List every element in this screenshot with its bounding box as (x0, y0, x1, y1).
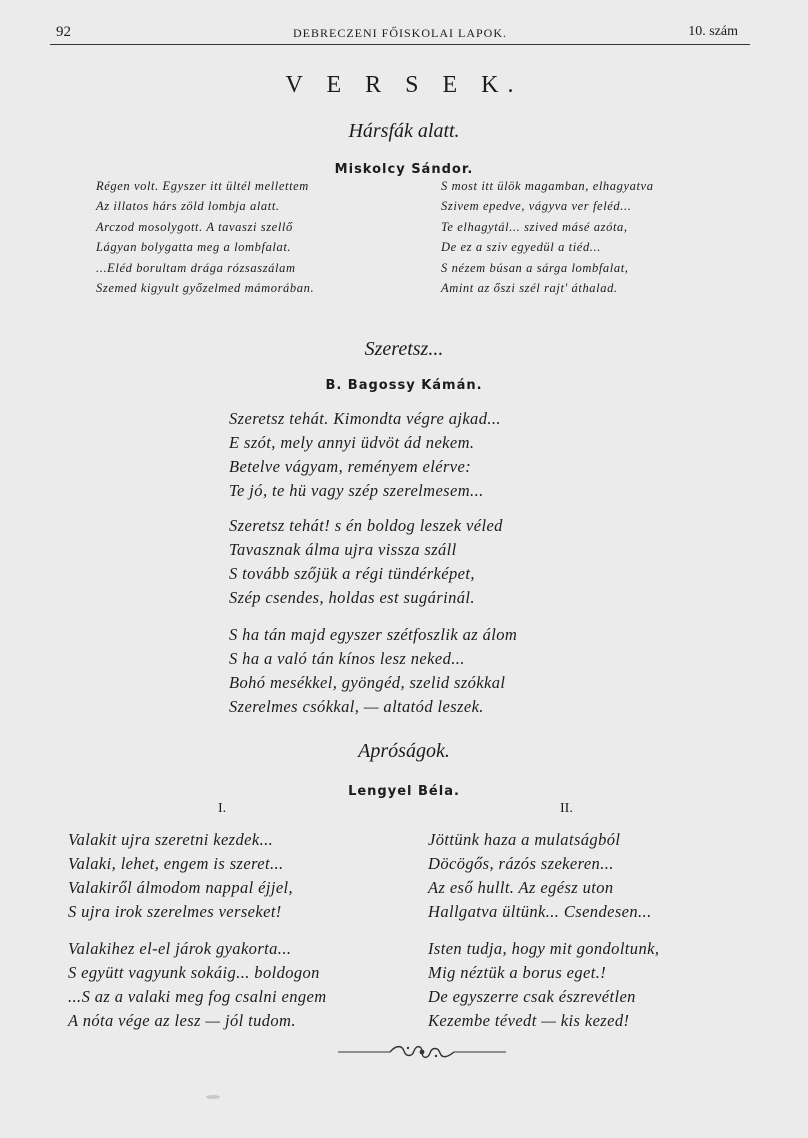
verse-line: Valaki, lehet, engem is szeret... (68, 854, 284, 873)
poem2-stanza-3 (229, 623, 517, 719)
verse-line: Lágyan bolygatta meg a lombfalat. (96, 240, 292, 255)
verse-line: S ujra irok szerelmes verseket! (68, 902, 282, 921)
verse-line: Arczod mosolygott. A tavaszi szellő (96, 219, 293, 234)
poem1-left-stanza (96, 176, 314, 298)
verse-line: Jöttünk haza a mulatságból (428, 830, 621, 849)
verse-line: Döcögős, rázós szekeren... (428, 854, 614, 873)
verse-line: Hallgatva ültünk... Csendesen... (428, 902, 652, 921)
verse-line: S most itt ülök magamban, elhagyatva (441, 179, 654, 193)
part-label-2: II. (560, 801, 573, 816)
running-header (50, 22, 750, 45)
verse-line: ...S az a valaki meg fog csalni engem (68, 987, 327, 1006)
verse-line: De egyszerre csak észrevétlen (428, 987, 636, 1006)
verse-line: Szerelmes csókkal, — altatód leszek. (229, 697, 484, 716)
poem3-part1-stanza-2 (68, 937, 327, 1033)
poem3-author: Lengyel Béla. (348, 784, 460, 799)
page-number: 92 (56, 24, 71, 40)
poem3-title: Apróságok. (358, 740, 450, 762)
verse-line: S ha tán majd egyszer szétfoszlik az álom (229, 625, 518, 644)
verse-line: Az eső hullt. Az egész uton (428, 878, 614, 897)
verse-line: Valakit ujra szeretni kezdek... (68, 830, 274, 849)
verse-line: Tavasznak álma ujra vissza száll (229, 540, 457, 559)
decorative-ornament-icon (338, 1042, 506, 1062)
poem3-part2-stanza-1 (428, 828, 652, 924)
verse-line: Bohó mesékkel, gyöngéd, szelid szókkal (229, 673, 506, 692)
verse-line: S együtt vagyunk sokáig... boldogon (68, 963, 320, 982)
paper-speck (206, 1095, 220, 1099)
verse-line: Valakihez el-el járok gyakorta... (68, 939, 292, 958)
poem1-right-stanza (441, 176, 654, 298)
verse-line: Szemed kigyult győzelmed mámorában. (96, 281, 315, 296)
verse-line: Amint az őszi szél rajt' áthalad. (441, 281, 618, 296)
poem2-author: B. Bagossy Kámán. (325, 378, 483, 393)
verse-line: S tovább szőjük a régi tündérképet, (229, 564, 475, 583)
verse-line: S ha a való tán kínos lesz neked... (229, 649, 465, 668)
verse-line: Te elhagytál... szived másé azóta, (441, 219, 628, 234)
part-label-1: I. (218, 801, 227, 816)
verse-line: Kezembe tévedt — kis kezed! (428, 1011, 630, 1030)
verse-line: Isten tudja, hogy mit gondoltunk, (428, 939, 660, 958)
poem1-author: Miskolcy Sándor. (334, 162, 474, 177)
verse-line: A nóta vége az lesz — jól tudom. (68, 1011, 296, 1030)
poem2-title: Szeretsz... (364, 338, 444, 360)
poem2-stanza-1 (229, 407, 501, 503)
verse-line: De ez a sziv egyedül a tiéd... (441, 240, 601, 255)
poem3-part1-stanza-1 (68, 828, 293, 924)
verse-line: Valakiről álmodom nappal éjjel, (68, 878, 294, 897)
issue-number: 10. szám (688, 24, 738, 39)
verse-line: Régen volt. Egyszer itt ültél mellettem (96, 179, 309, 193)
verse-line: Szivem epedve, vágyva ver feléd... (441, 199, 632, 214)
verse-line: Szeretsz tehát. Kimondta végre ajkad... (229, 409, 501, 428)
verse-line: Betelve vágyam, reményem elérve: (229, 457, 472, 476)
verse-line: Te jó, te hü vagy szép szerelmesem... (229, 481, 484, 500)
verse-line: E szót, mely annyi üdvöt ád nekem. (229, 433, 475, 452)
verse-line: S nézem búsan a sárga lombfalat, (441, 260, 629, 275)
verse-line: Szeretsz tehát! s én boldog leszek véled (229, 516, 503, 535)
poem1-title: Hársfák alatt. (348, 120, 460, 142)
verse-line: Az illatos hárs zöld lombja alatt. (96, 199, 280, 214)
section-title: V E R S E K. (285, 72, 523, 98)
poem2-stanza-2 (229, 514, 503, 610)
verse-line: Szép csendes, holdas est sugárinál. (229, 588, 475, 607)
verse-line: Mig néztük a borus eget.! (428, 963, 607, 982)
verse-line: ...Eléd borultam drága rózsaszálam (96, 260, 296, 275)
journal-title: DEBRECZENI FŐISKOLAI LAPOK. (293, 26, 507, 40)
poem3-part2-stanza-2 (428, 937, 659, 1033)
